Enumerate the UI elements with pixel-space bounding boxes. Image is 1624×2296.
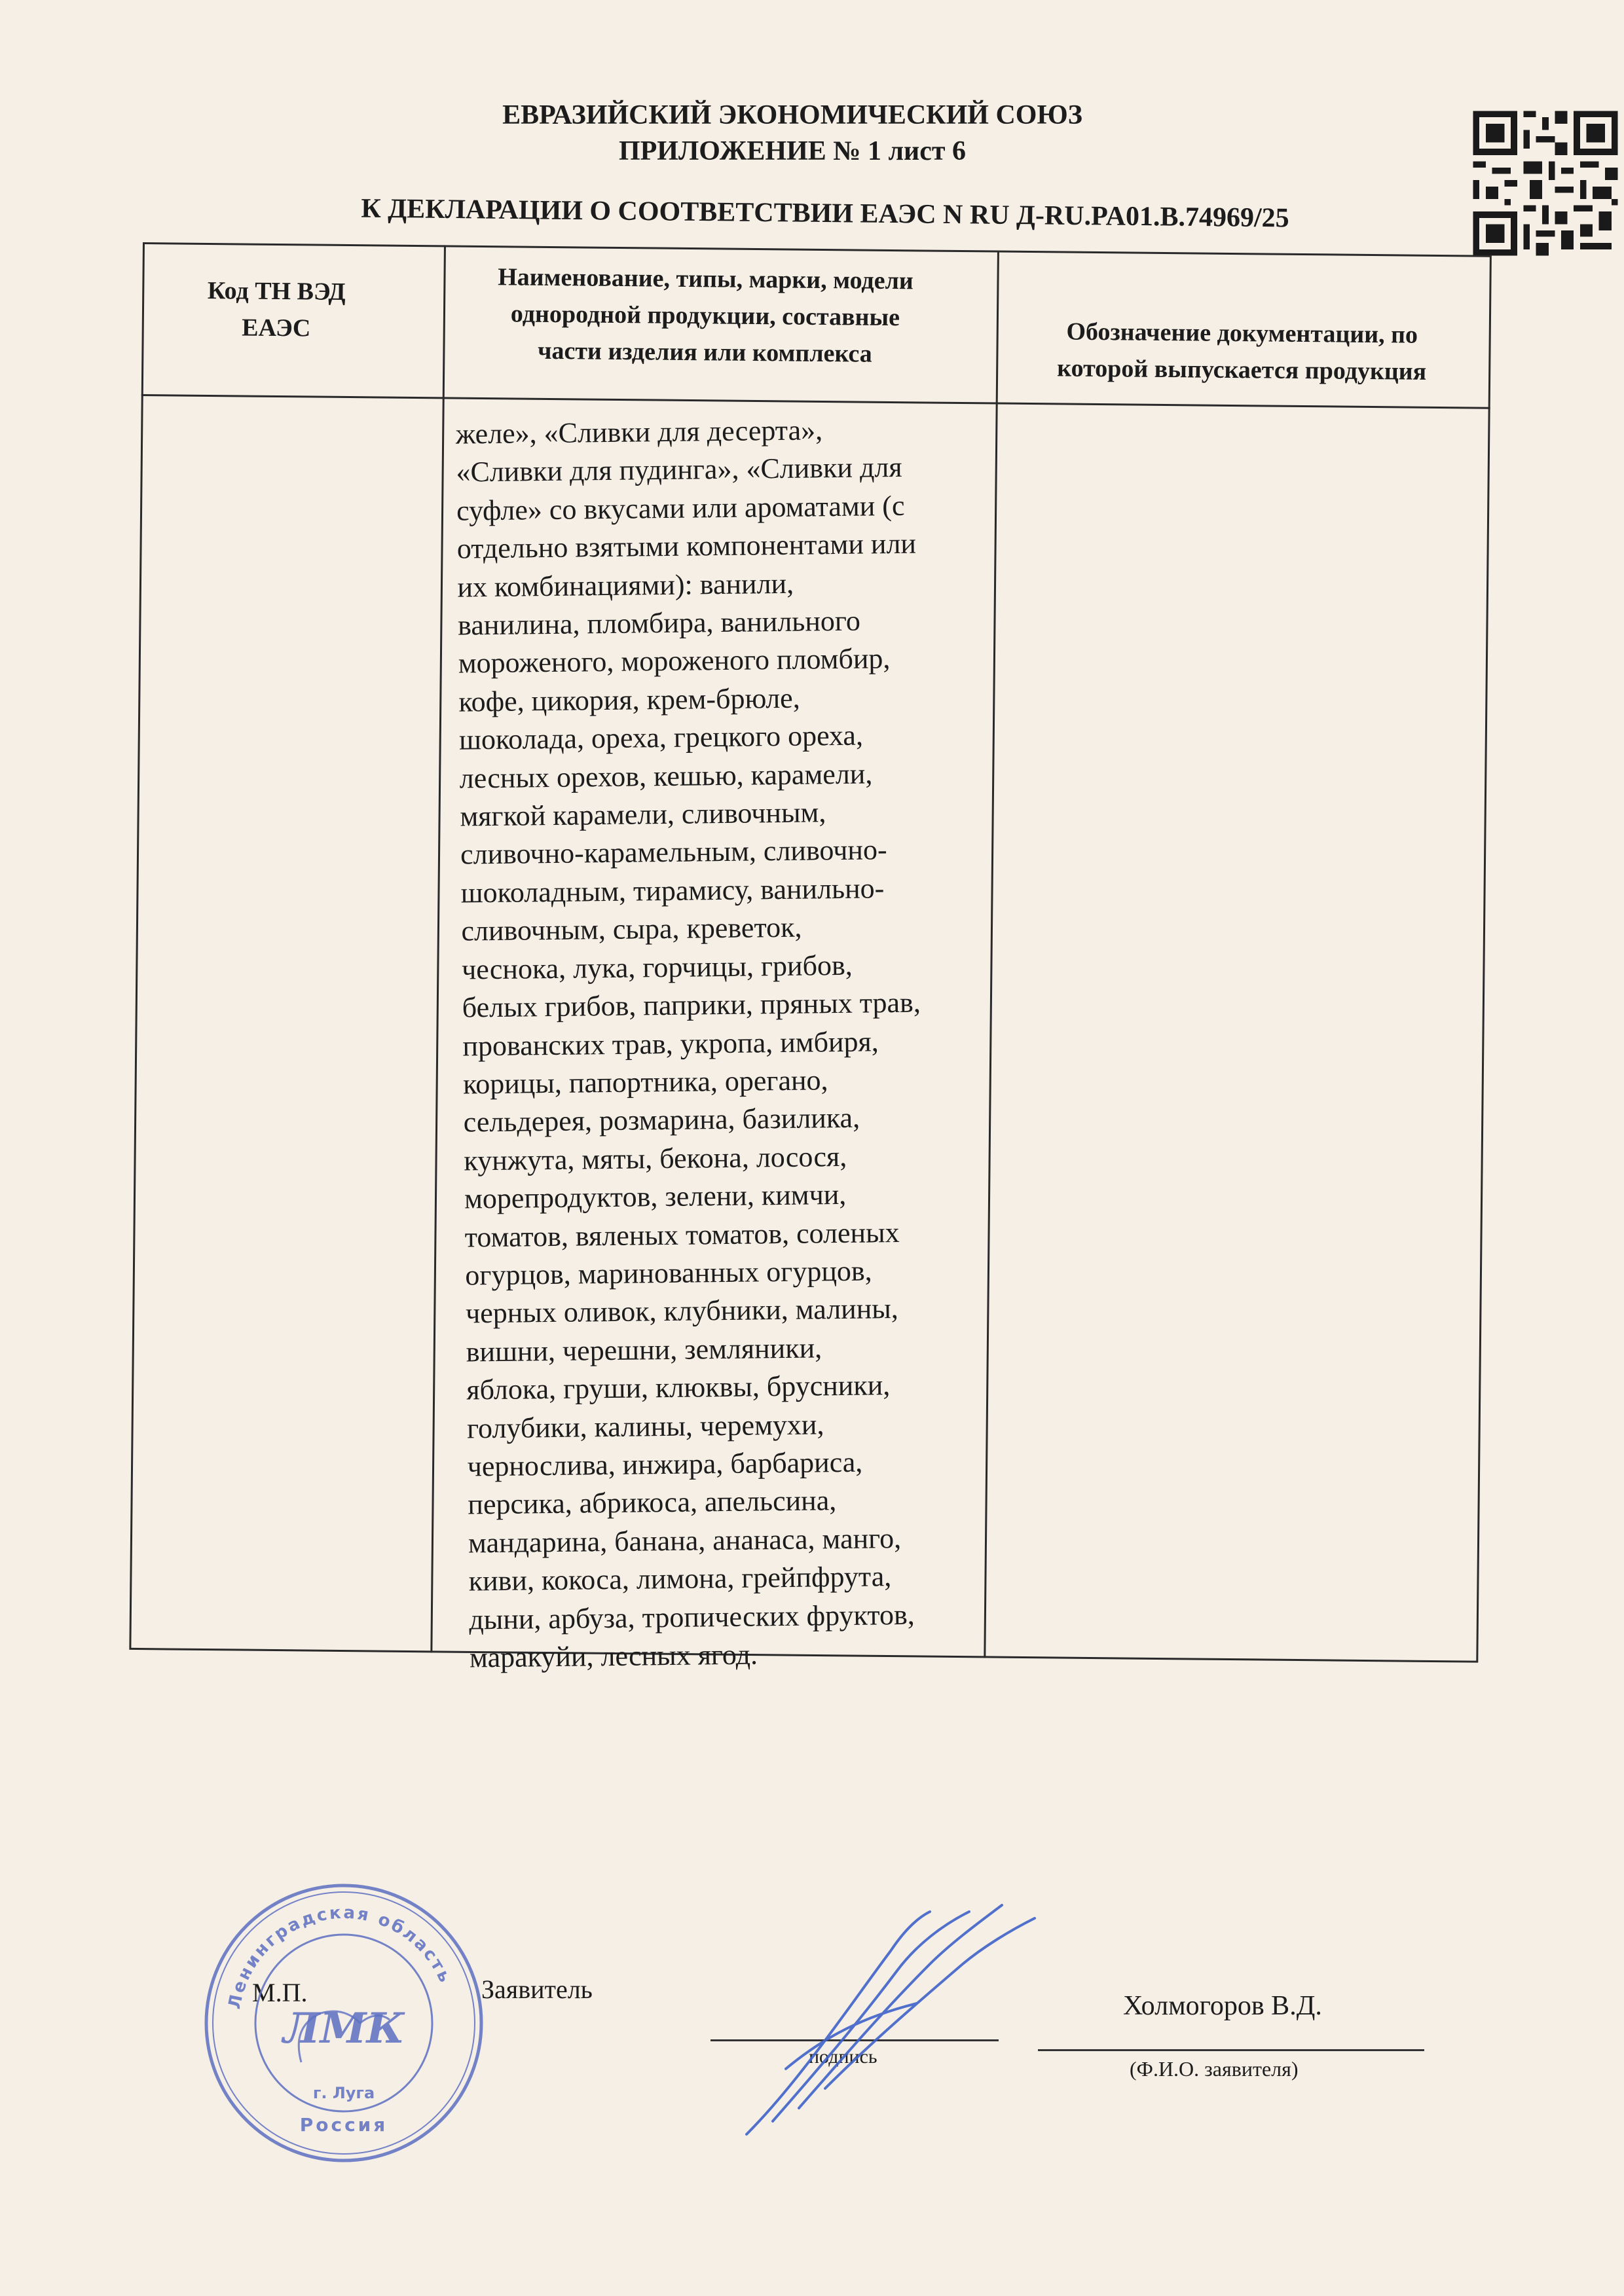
description-line: томатов, вяленых томатов, соленых: [464, 1216, 900, 1254]
description-line: маракуйи, лесных ягод.: [469, 1638, 758, 1674]
description-line: чернослива, инжира, барбариса,: [467, 1446, 863, 1483]
description-line: огурцов, маринованных огурцов,: [465, 1254, 872, 1292]
name-caption: (Ф.И.О. заявителя): [1130, 2057, 1299, 2081]
description-line: кофе, цикория, крем-брюле,: [458, 682, 800, 718]
svg-text:ЛМК: ЛМК: [283, 2004, 405, 2053]
applicant-label: Заявитель: [481, 1975, 593, 2004]
description-line: прованских трав, укропа, имбиря,: [462, 1025, 879, 1063]
svg-text:Россия: Россия: [299, 2114, 388, 2136]
description-line: лесных орехов, кешью, карамели,: [459, 757, 873, 795]
description-line: «Сливки для пудинга», «Сливки для: [456, 451, 902, 488]
description-line: сливочным, сыра, креветок,: [461, 911, 802, 947]
description-line: желе», «Сливки для десерта»,: [455, 414, 823, 450]
description-line: мороженого, мороженого пломбир,: [458, 642, 891, 680]
description-line: чеснока, лука, горчицы, грибов,: [461, 949, 853, 986]
signature-caption: подпись: [809, 2046, 877, 2068]
description-line: отдельно взятыми компонентами или: [456, 527, 917, 565]
column-header-name: Наименование, типы, марки, модели однородной продукции, составные части изделия или комплекса: [498, 263, 913, 368]
description-line: их комбинациями): ванили,: [457, 567, 794, 604]
description-line: сельдерея, розмарина, базилика,: [463, 1101, 860, 1139]
description-line: вишни, черешни, земляники,: [466, 1332, 822, 1368]
svg-text:г. Луга: г. Луга: [312, 2084, 375, 2102]
svg-text:Ленинградская область: Ленинградская область: [225, 1903, 456, 2011]
column-header-code: Код ТН ВЭД ЕАЭС: [207, 276, 346, 342]
handwritten-signature-icon: [720, 1872, 1061, 2147]
description-line: шоколада, ореха, грецкого ореха,: [458, 719, 864, 756]
union-title: ЕВРАЗИЙСКИЙ ЭКОНОМИЧЕСКИЙ СОЮЗ: [502, 100, 1082, 130]
qr-code-icon: [1467, 105, 1624, 262]
description-line: дыни, арбуза, тропических фруктов,: [469, 1598, 915, 1636]
company-stamp-icon: [193, 1872, 494, 2174]
products-table: [129, 242, 1492, 1674]
description-line: белых грибов, паприки, пряных трав,: [462, 986, 921, 1024]
description-line: сливочно-карамельным, сливочно-: [460, 833, 887, 871]
description-line: шоколадным, тирамису, ванильно-: [460, 872, 885, 909]
description-line: киви, кокоса, лимона, грейпфрута,: [468, 1560, 892, 1597]
product-description-cell: [455, 409, 1033, 1677]
description-line: корицы, папортника, орегано,: [462, 1064, 828, 1101]
description-line: мандарина, банана, ананаса, манго,: [468, 1522, 902, 1559]
description-line: морепродуктов, зелени, кимчи,: [464, 1178, 847, 1215]
description-line: суфле» со вкусами или ароматами (с: [456, 489, 905, 527]
name-line: [1038, 2049, 1424, 2051]
description-line: черных оливок, клубники, малины,: [465, 1292, 899, 1330]
description-line: мягкой карамели, сливочным,: [460, 796, 826, 833]
mp-label: М.П.: [252, 1978, 308, 2007]
description-line: ванилина, пломбира, ванильного: [457, 604, 861, 642]
column-header-documentation: Обозначение документации, по которой выпускается продукция: [1057, 318, 1427, 386]
description-line: голубики, калины, черемухи,: [466, 1408, 824, 1445]
applicant-name: Холмогоров В.Д.: [1123, 1991, 1322, 2021]
description-line: персика, абрикоса, апельсина,: [468, 1484, 837, 1521]
description-line: кунжута, мяты, бекона, лосося,: [464, 1140, 847, 1177]
description-line: яблока, груши, клюквы, брусники,: [466, 1369, 891, 1406]
declaration-number-title: К ДЕКЛАРАЦИИ О СООТВЕТСТВИИ ЕАЭС N RU Д-RU.PA01.B.74969/25: [361, 193, 1289, 234]
appendix-title: ПРИЛОЖЕНИЕ № 1 лист 6: [618, 136, 967, 166]
